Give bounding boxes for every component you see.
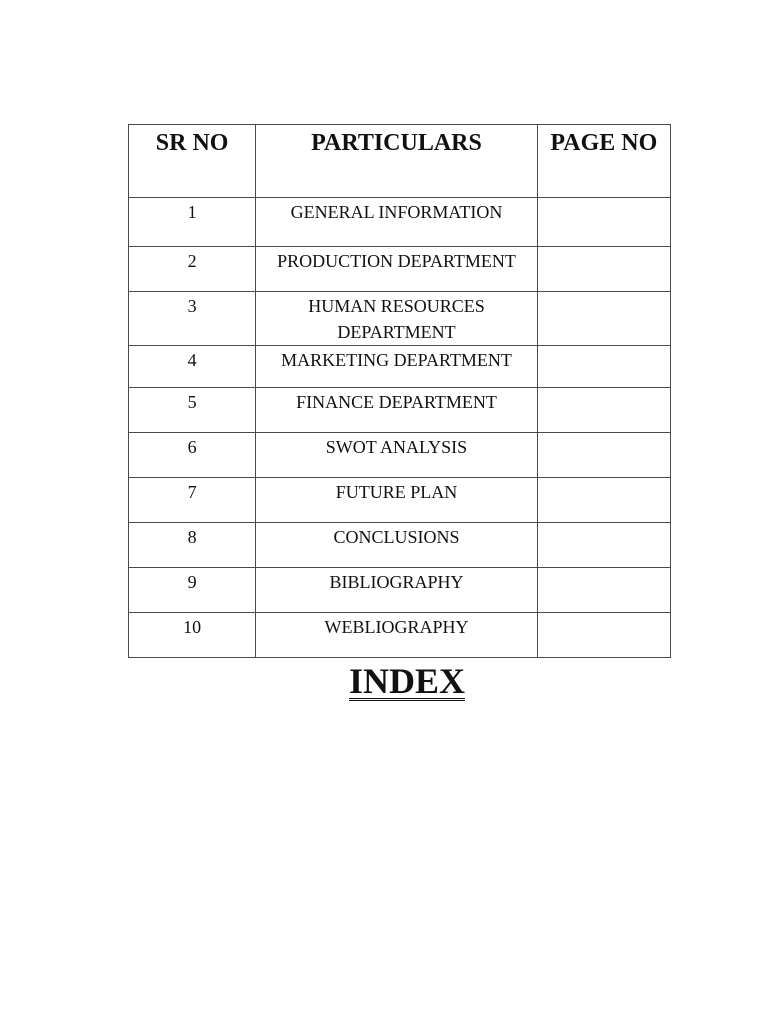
table-row [129, 478, 671, 523]
table-row [129, 198, 671, 247]
page-cell [537, 388, 670, 433]
table-row [129, 613, 671, 658]
table-row [129, 433, 671, 478]
page-title: INDEX [348, 661, 465, 701]
sr-cell: 6 [129, 433, 256, 478]
particular-cell: SWOT ANALYSIS [256, 433, 538, 478]
page-cell [537, 613, 670, 658]
particular-cell: PRODUCTION DEPARTMENT [256, 247, 538, 292]
table-row [129, 568, 671, 613]
header-sr-no: SR NO [129, 125, 256, 198]
table-row [129, 523, 671, 568]
particular-cell: WEBLIOGRAPHY [256, 613, 538, 658]
page-cell [537, 523, 670, 568]
particular-cell: FUTURE PLAN [256, 478, 538, 523]
sr-cell: 7 [129, 478, 256, 523]
header-page-no: PAGE NO [537, 125, 670, 198]
particular-cell: GENERAL INFORMATION [256, 198, 538, 247]
index-table [128, 124, 671, 658]
sr-cell: 8 [129, 523, 256, 568]
particular-cell: MARKETING DEPARTMENT [256, 346, 538, 388]
page-cell [537, 346, 670, 388]
particular-cell: HUMAN RESOURCES DEPARTMENT [256, 292, 538, 346]
sr-cell: 4 [129, 346, 256, 388]
page-cell [537, 568, 670, 613]
table-row [129, 292, 671, 346]
particular-cell: BIBLIOGRAPHY [256, 568, 538, 613]
page-cell [537, 198, 670, 247]
sr-cell: 2 [129, 247, 256, 292]
page-cell [537, 433, 670, 478]
header-particulars: PARTICULARS [256, 125, 538, 198]
table-row [129, 346, 671, 388]
sr-cell: 10 [129, 613, 256, 658]
sr-cell: 9 [129, 568, 256, 613]
page-cell [537, 478, 670, 523]
particular-cell: FINANCE DEPARTMENT [256, 388, 538, 433]
particular-cell: CONCLUSIONS [256, 523, 538, 568]
table-row [129, 388, 671, 433]
table-header-row [129, 125, 671, 198]
sr-cell: 5 [129, 388, 256, 433]
table-row [129, 247, 671, 292]
sr-cell: 1 [129, 198, 256, 247]
page-cell [537, 247, 670, 292]
sr-cell: 3 [129, 292, 256, 346]
page-cell [537, 292, 670, 346]
